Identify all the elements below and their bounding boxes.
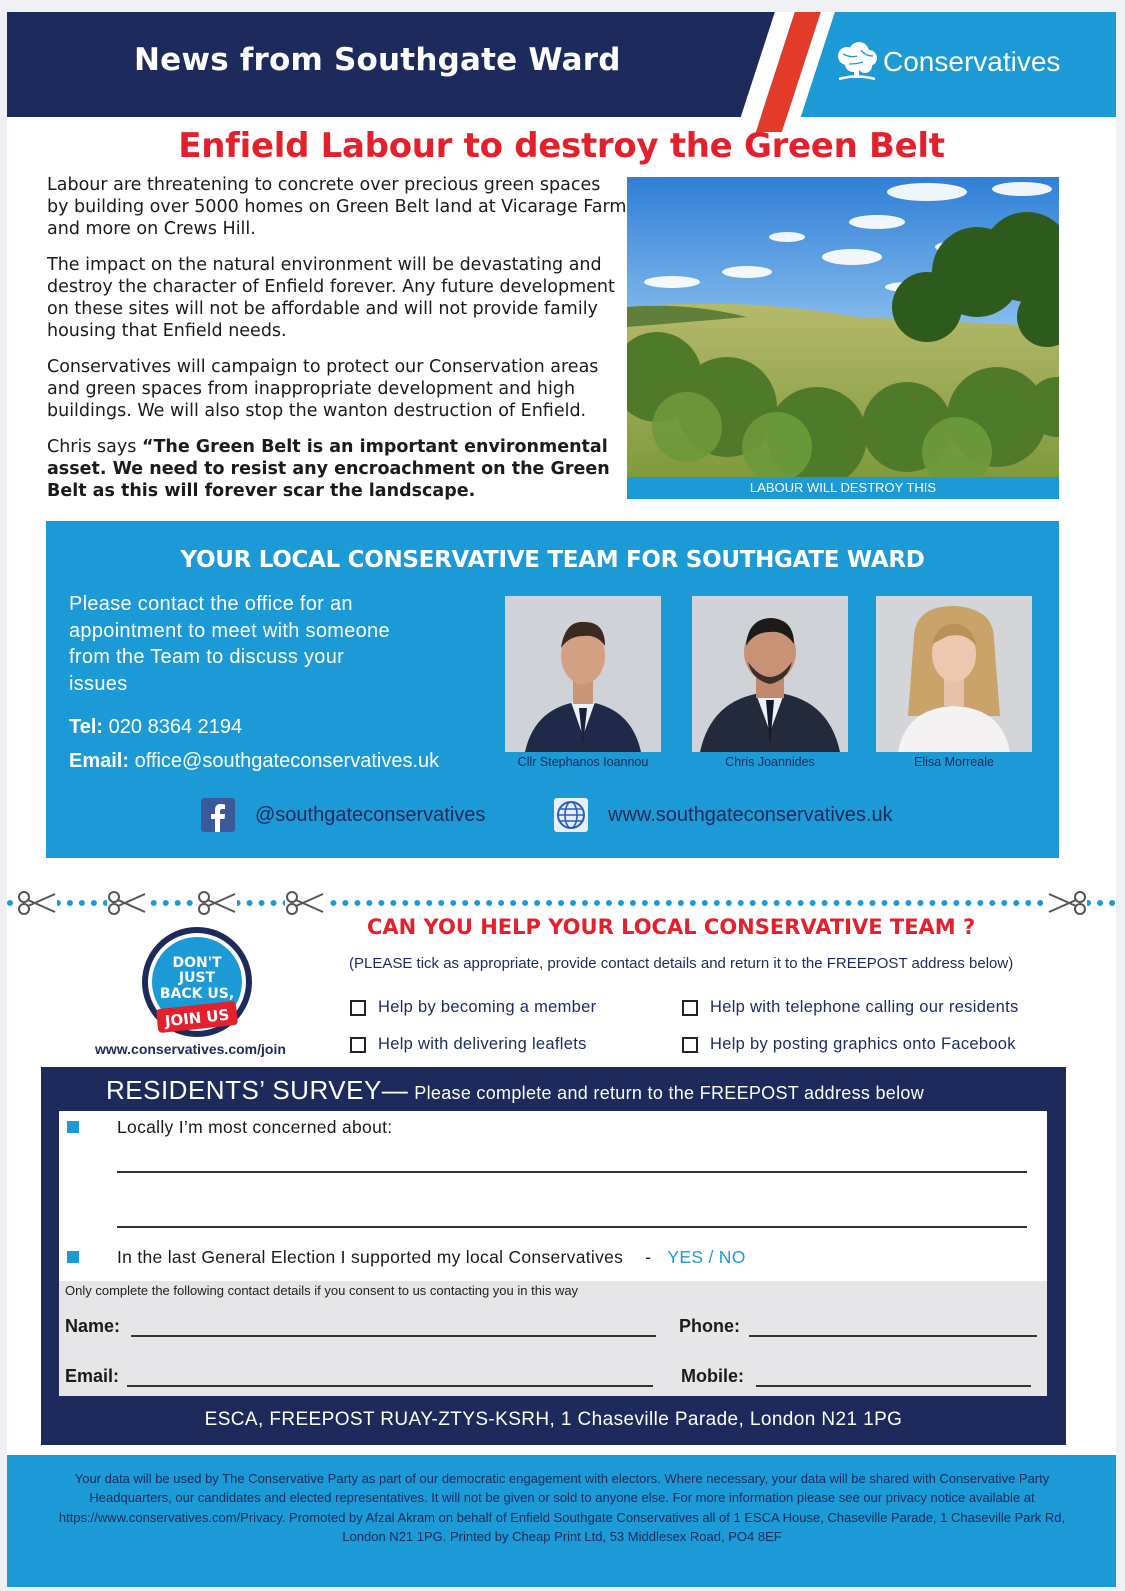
team-member-card [876, 596, 1032, 769]
help-title: CAN YOU HELP YOUR LOCAL CONSERVATIVE TEAM ? [367, 915, 976, 939]
quote-text: “The Green Belt is an important environmental asset. We need to resist any encroachment on the Green Belt as this will forever scar the landscape. [47, 437, 610, 501]
answer-line[interactable] [117, 1171, 1027, 1173]
conservatives-logo [833, 42, 1060, 82]
bullet-icon [67, 1121, 79, 1133]
survey-subtitle: Please complete and return to the FREEPOST address below [414, 1083, 925, 1103]
header-banner [7, 12, 1116, 117]
member-name: Cllr Stephanos Ioannou [517, 755, 649, 769]
option-become-member[interactable] [350, 998, 596, 1017]
team-email [69, 750, 439, 773]
header-title: News from Southgate Ward [134, 42, 621, 78]
option-label: Help by posting graphics onto Facebook [710, 1035, 1016, 1053]
bullet-icon [67, 1251, 79, 1263]
name-field[interactable] [131, 1335, 656, 1337]
dash: - [645, 1247, 652, 1267]
question-text: In the last General Election I supported my local Conservatives [117, 1247, 624, 1267]
join-url[interactable]: www.conservatives.com/join [95, 1041, 286, 1057]
member-photo [876, 596, 1032, 752]
scissors-icon [107, 888, 147, 918]
option-label: Help by becoming a member [378, 998, 597, 1016]
email-label: Email: [69, 750, 130, 772]
checkbox[interactable] [682, 1000, 698, 1016]
brand-name: Conservatives [883, 46, 1061, 77]
phone-label: Tel: [69, 716, 104, 738]
option-posting-graphics[interactable] [682, 1035, 1016, 1054]
website-url[interactable]: www.southgateconservatives.uk [608, 803, 893, 826]
checkbox[interactable] [682, 1037, 698, 1053]
scissors-icon [1047, 888, 1087, 918]
badge-line-4: JOIN US [163, 1005, 231, 1031]
question-election [117, 1247, 746, 1268]
headline: Enfield Labour to destroy the Green Belt [178, 126, 945, 166]
option-delivering-leaflets[interactable] [350, 1035, 587, 1054]
option-telephone-calling[interactable] [682, 998, 1019, 1017]
quote-lead: Chris says [47, 437, 142, 457]
contact-details [59, 1281, 1047, 1396]
residents-survey [41, 1067, 1066, 1445]
join-us-badge[interactable] [140, 925, 254, 1039]
freepost-address: ESCA, FREEPOST RUAY-ZTYS-KSRH, 1 Chaseville Parade, London N21 1PG [204, 1409, 903, 1430]
help-instructions: (PLEASE tick as appropriate, provide contact details and return it to the FREEPOST address below) [349, 955, 1014, 972]
member-photo [692, 596, 848, 752]
badge-line-1: DON'T [172, 955, 222, 971]
consent-note: Only complete the following contact details if you consent to us contacting you in this way [65, 1283, 579, 1298]
scissors-icon [197, 888, 237, 918]
team-member-card [692, 596, 848, 769]
option-label: Help with delivering leaflets [378, 1035, 587, 1053]
yes-no-answer[interactable]: YES / NO [667, 1247, 746, 1267]
survey-form [59, 1111, 1047, 1396]
name-label: Name: [65, 1316, 121, 1336]
facebook-link[interactable] [201, 798, 485, 832]
question-concerns: Locally I’m most concerned about: [117, 1117, 393, 1137]
facebook-icon [201, 798, 235, 832]
phone-label: Phone: [679, 1316, 740, 1336]
email-address[interactable]: office@southgateconservatives.uk [134, 750, 440, 772]
survey-heading [106, 1075, 924, 1106]
email-field[interactable] [127, 1385, 653, 1387]
team-panel [46, 521, 1059, 858]
cut-line [7, 900, 1116, 906]
article-body [47, 174, 627, 516]
leaflet-page [7, 12, 1116, 1587]
badge-line-3: BACK US, [159, 986, 235, 1002]
checkbox[interactable] [350, 1037, 366, 1053]
team-phone [69, 716, 242, 739]
oak-tree-icon [833, 42, 879, 82]
team-member-card [505, 596, 661, 769]
answer-line[interactable] [117, 1226, 1027, 1228]
member-name: Elisa Morreale [914, 755, 994, 769]
photo-caption: LABOUR WILL DESTROY THIS [627, 477, 1059, 499]
quote-paragraph [47, 436, 627, 502]
badge-line-2: JUST [178, 970, 216, 986]
facebook-handle[interactable]: @southgateconservatives [255, 803, 486, 826]
member-photo [505, 596, 661, 752]
footer [7, 1455, 1116, 1587]
mobile-label: Mobile: [681, 1366, 744, 1386]
member-name: Chris Joannides [725, 755, 815, 769]
scissors-icon [285, 888, 325, 918]
privacy-notice: Your data will be used by The Conservative Party as part of our democratic engagement with electors. Where necessary, your data will be shared with Conservative Party Headquarters, our candidates and elected representatives. It will not be given or sold to anyone else. For more information please see our privacy notice available at https://www.conservatives.com/Privacy. Promoted by Afzal Akram on behalf of Enfield Southgate Conservatives all of 1 ESCA House, Chaseville Parade, 1 Chaseville Park Rd, London N21 1PG. Printed by Cheap Print Ltd, 53 Middlesex Road, PO4 8EF [58, 1471, 1066, 1544]
globe-icon [554, 798, 588, 832]
team-description: Please contact the office for an appointment to meet with someone from the Team to discuss your issues [69, 593, 390, 695]
landscape-image [627, 177, 1059, 477]
paragraph: Labour are threatening to concrete over precious green spaces by building over 5000 homes on Green Belt land at Vicarage Farm and more on Crews Hill. [47, 175, 627, 239]
mobile-field[interactable] [756, 1385, 1031, 1387]
scissors-icon [17, 888, 57, 918]
phone-field[interactable] [749, 1335, 1037, 1337]
survey-title: RESIDENTS’ SURVEY— [106, 1075, 409, 1105]
team-title: YOUR LOCAL CONSERVATIVE TEAM FOR SOUTHGATE WARD [180, 547, 925, 573]
checkbox[interactable] [350, 1000, 366, 1016]
paragraph: The impact on the natural environment will be devastating and destroy the character of Enfield forever. Any future development on these sites will not be affordable and will not provide family housing that Enfield needs. [47, 255, 615, 341]
option-label: Help with telephone calling our residents [710, 998, 1019, 1016]
paragraph: Conservatives will campaign to protect our Conservation areas and green spaces from inappropriate development and high buildings. We will also stop the wanton destruction of Enfield. [47, 357, 599, 421]
website-link[interactable] [554, 798, 893, 832]
green-belt-photo [627, 177, 1059, 499]
email-label: Email: [65, 1366, 120, 1386]
phone-number[interactable]: 020 8364 2194 [108, 716, 243, 738]
